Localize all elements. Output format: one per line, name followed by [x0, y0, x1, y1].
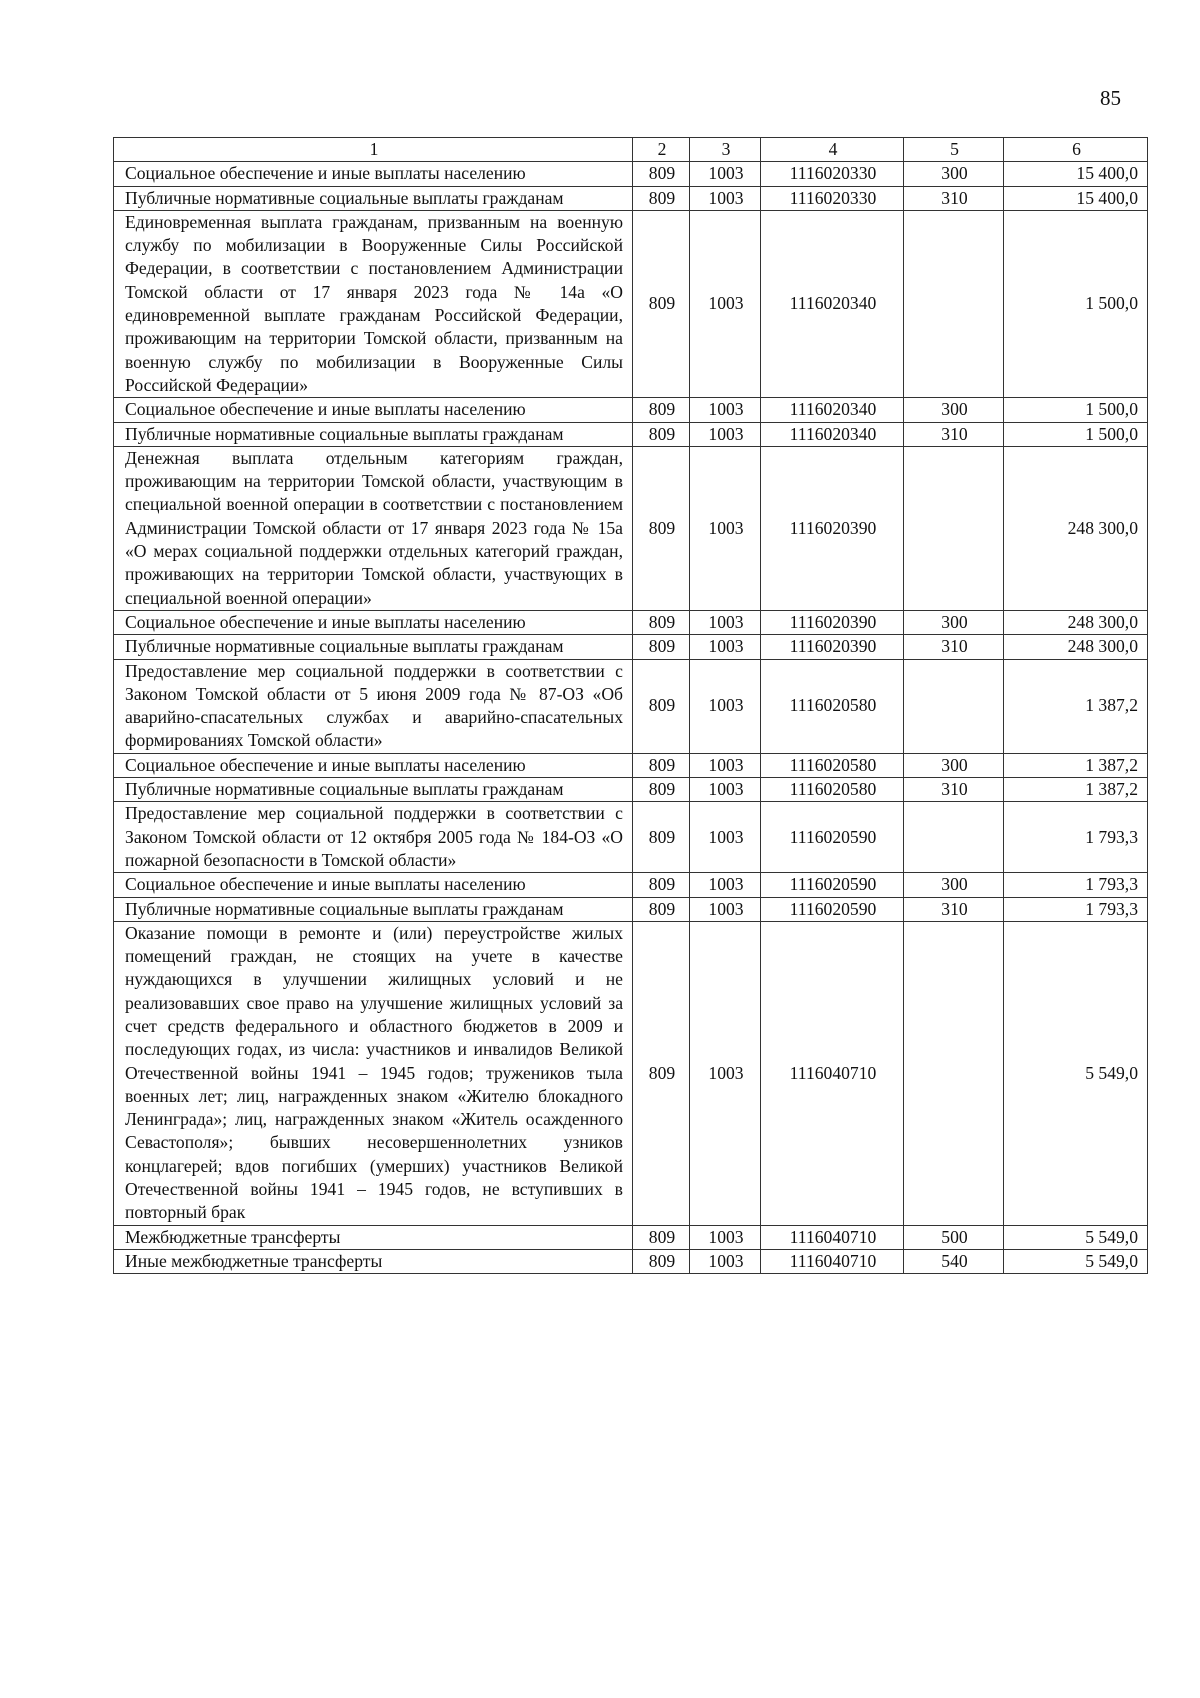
row-code-4-cell: 1116020330 [761, 186, 904, 210]
table-row [114, 210, 1148, 397]
row-name-cell: Социальное обеспечение и иные выплаты населению [114, 398, 633, 422]
row-code-3-cell: 1003 [690, 162, 761, 186]
row-amount-cell: 1 793,3 [1004, 897, 1148, 921]
row-code-5-cell: 300 [904, 753, 1004, 777]
row-code-5-cell [904, 446, 1004, 610]
header-cell: 1 [114, 138, 633, 162]
table-row [114, 921, 1148, 1225]
table-row [114, 1249, 1148, 1273]
row-code-3-cell: 1003 [690, 398, 761, 422]
row-code-4-cell: 1116020580 [761, 753, 904, 777]
row-name-cell: Предоставление мер социальной поддержки в соответствии с Законом Томской области от 5 июня 2009 года № 87-ОЗ «Об аварийно-спасательных службах и аварийно-спасательных формированиях Томской области» [114, 659, 633, 753]
row-name-cell: Социальное обеспечение и иные выплаты населению [114, 610, 633, 634]
row-name-cell: Межбюджетные трансферты [114, 1225, 633, 1249]
table-row [114, 446, 1148, 610]
row-name-cell: Публичные нормативные социальные выплаты гражданам [114, 186, 633, 210]
table-body [114, 162, 1148, 1274]
row-code-3-cell: 1003 [690, 1249, 761, 1273]
row-code-2-cell: 809 [633, 1225, 690, 1249]
row-code-4-cell: 1116020390 [761, 610, 904, 634]
row-code-5-cell: 540 [904, 1249, 1004, 1273]
row-amount-cell: 248 300,0 [1004, 610, 1148, 634]
row-code-4-cell: 1116020390 [761, 635, 904, 659]
row-code-5-cell: 500 [904, 1225, 1004, 1249]
row-code-5-cell: 300 [904, 873, 1004, 897]
row-code-5-cell: 300 [904, 162, 1004, 186]
row-code-5-cell [904, 659, 1004, 753]
row-name-cell: Оказание помощи в ремонте и (или) переустройстве жилых помещений граждан, не стоящих на учете в качестве нуждающихся в улучшении жилищных условий и не реализовавших свое право на улучшение жилищных условий за счет средств федерального и областного бюджетов в 2009 и последующих годах, из числа: участников и инвалидов Великой Отечественной войны 1941 – 1945 годов; тружеников тыла военных лет; лиц, награжденных знаком «Жителю блокадного Ленинграда»; лиц, награжденных знаком «Житель осажденного Севастополя»; бывших несовершеннолетних узников концлагерей; вдов погибших (умерших) участников Великой Отечественной войны 1941 – 1945 годов, не вступивших в повторный брак [114, 921, 633, 1225]
row-code-2-cell: 809 [633, 802, 690, 873]
row-code-5-cell [904, 921, 1004, 1225]
row-code-3-cell: 1003 [690, 778, 761, 802]
row-code-4-cell: 1116020340 [761, 422, 904, 446]
row-name-cell: Социальное обеспечение и иные выплаты населению [114, 753, 633, 777]
table-row [114, 873, 1148, 897]
row-code-2-cell: 809 [633, 422, 690, 446]
row-code-5-cell: 310 [904, 778, 1004, 802]
row-amount-cell: 1 793,3 [1004, 873, 1148, 897]
row-name-cell: Публичные нормативные социальные выплаты гражданам [114, 635, 633, 659]
row-code-3-cell: 1003 [690, 659, 761, 753]
row-amount-cell: 1 387,2 [1004, 753, 1148, 777]
row-code-4-cell: 1116040710 [761, 921, 904, 1225]
row-amount-cell: 15 400,0 [1004, 162, 1148, 186]
row-name-cell: Единовременная выплата гражданам, призванным на военную службу по мобилизации в Вооруженные Силы Российской Федерации, в соответствии с постановлением Администрации Томской области от 17 января 2023 года № 14а «О единовременной выплате гражданам Российской Федерации, проживающим на территории Томской области, призванным на военную службу по мобилизации в Вооруженные Силы Российской Федерации» [114, 210, 633, 397]
row-code-5-cell: 300 [904, 610, 1004, 634]
row-code-4-cell: 1116020340 [761, 210, 904, 397]
row-code-2-cell: 809 [633, 162, 690, 186]
row-code-4-cell: 1116040710 [761, 1225, 904, 1249]
row-amount-cell: 15 400,0 [1004, 186, 1148, 210]
row-code-3-cell: 1003 [690, 802, 761, 873]
row-code-2-cell: 809 [633, 897, 690, 921]
page-number: 85 [1100, 86, 1121, 110]
row-code-4-cell: 1116020590 [761, 873, 904, 897]
row-amount-cell: 248 300,0 [1004, 446, 1148, 610]
header-cell: 3 [690, 138, 761, 162]
table-row [114, 897, 1148, 921]
row-name-cell: Публичные нормативные социальные выплаты гражданам [114, 422, 633, 446]
row-code-2-cell: 809 [633, 610, 690, 634]
table-row [114, 610, 1148, 634]
row-code-2-cell: 809 [633, 186, 690, 210]
row-name-cell: Денежная выплата отдельным категориям граждан, проживающим на территории Томской области, участвующим в специальной военной операции в соответствии с постановлением Администрации Томской области от 17 января 2023 года № 15а «О мерах социальной поддержки отдельных категорий граждан, проживающих на территории Томской области, участвующих в специальной военной операции» [114, 446, 633, 610]
row-amount-cell: 1 500,0 [1004, 210, 1148, 397]
table-row [114, 635, 1148, 659]
row-name-cell: Социальное обеспечение и иные выплаты населению [114, 873, 633, 897]
row-name-cell: Публичные нормативные социальные выплаты гражданам [114, 778, 633, 802]
row-amount-cell: 1 500,0 [1004, 398, 1148, 422]
row-code-2-cell: 809 [633, 1249, 690, 1273]
row-code-2-cell: 809 [633, 659, 690, 753]
row-code-2-cell: 809 [633, 921, 690, 1225]
row-code-3-cell: 1003 [690, 1225, 761, 1249]
row-name-cell: Публичные нормативные социальные выплаты гражданам [114, 897, 633, 921]
table-row [114, 753, 1148, 777]
row-code-4-cell: 1116020340 [761, 398, 904, 422]
row-amount-cell: 1 387,2 [1004, 659, 1148, 753]
row-code-2-cell: 809 [633, 873, 690, 897]
row-code-5-cell: 310 [904, 422, 1004, 446]
row-code-5-cell [904, 210, 1004, 397]
row-code-4-cell: 1116020590 [761, 897, 904, 921]
header-cell: 6 [1004, 138, 1148, 162]
row-code-3-cell: 1003 [690, 210, 761, 397]
row-code-2-cell: 809 [633, 446, 690, 610]
table-row [114, 398, 1148, 422]
row-code-3-cell: 1003 [690, 921, 761, 1225]
table-row [114, 659, 1148, 753]
row-name-cell: Социальное обеспечение и иные выплаты населению [114, 162, 633, 186]
row-code-5-cell: 310 [904, 186, 1004, 210]
header-cell: 2 [633, 138, 690, 162]
row-amount-cell: 5 549,0 [1004, 921, 1148, 1225]
row-code-3-cell: 1003 [690, 635, 761, 659]
row-code-2-cell: 809 [633, 398, 690, 422]
row-code-3-cell: 1003 [690, 610, 761, 634]
row-code-2-cell: 809 [633, 753, 690, 777]
table-row [114, 422, 1148, 446]
row-amount-cell: 248 300,0 [1004, 635, 1148, 659]
row-code-3-cell: 1003 [690, 186, 761, 210]
row-code-4-cell: 1116020580 [761, 659, 904, 753]
table-row [114, 186, 1148, 210]
row-name-cell: Предоставление мер социальной поддержки в соответствии с Законом Томской области от 12 октября 2005 года № 184-ОЗ «О пожарной безопасности в Томской области» [114, 802, 633, 873]
table-row [114, 162, 1148, 186]
budget-table [113, 137, 1148, 1274]
row-amount-cell: 1 387,2 [1004, 778, 1148, 802]
row-name-cell: Иные межбюджетные трансферты [114, 1249, 633, 1273]
row-code-5-cell: 310 [904, 635, 1004, 659]
row-amount-cell: 1 793,3 [1004, 802, 1148, 873]
row-code-4-cell: 1116020330 [761, 162, 904, 186]
header-row [114, 138, 1148, 162]
row-code-2-cell: 809 [633, 778, 690, 802]
row-code-5-cell: 310 [904, 897, 1004, 921]
header-cell: 4 [761, 138, 904, 162]
table-row [114, 1225, 1148, 1249]
row-amount-cell: 1 500,0 [1004, 422, 1148, 446]
row-code-4-cell: 1116020590 [761, 802, 904, 873]
header-cell: 5 [904, 138, 1004, 162]
row-code-5-cell [904, 802, 1004, 873]
row-code-2-cell: 809 [633, 210, 690, 397]
row-code-4-cell: 1116020580 [761, 778, 904, 802]
row-code-3-cell: 1003 [690, 753, 761, 777]
table-row [114, 778, 1148, 802]
row-code-3-cell: 1003 [690, 873, 761, 897]
row-code-5-cell: 300 [904, 398, 1004, 422]
row-code-4-cell: 1116020390 [761, 446, 904, 610]
row-amount-cell: 5 549,0 [1004, 1249, 1148, 1273]
row-code-3-cell: 1003 [690, 897, 761, 921]
row-code-2-cell: 809 [633, 635, 690, 659]
table-row [114, 802, 1148, 873]
row-code-3-cell: 1003 [690, 446, 761, 610]
row-code-4-cell: 1116040710 [761, 1249, 904, 1273]
row-code-3-cell: 1003 [690, 422, 761, 446]
row-amount-cell: 5 549,0 [1004, 1225, 1148, 1249]
